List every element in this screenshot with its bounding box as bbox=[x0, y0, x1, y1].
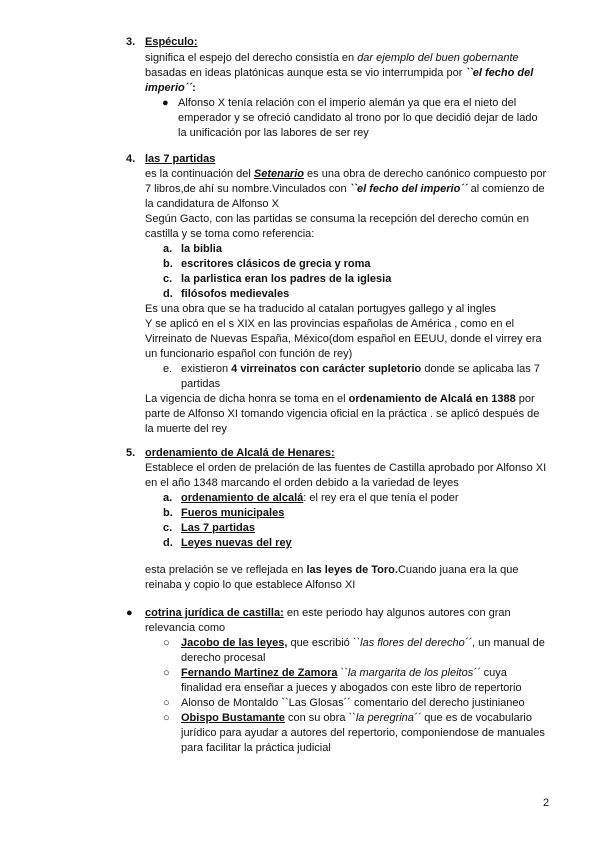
section-4-number: 4. bbox=[126, 153, 136, 165]
list-item-text: ordenamiento de alcalá: el rey era el que tenía el poder bbox=[181, 492, 459, 504]
list-item: a. bbox=[163, 243, 173, 255]
section-4-line-6: Es una obra que se ha traducido al catalan portugyes gallego y al ingles bbox=[145, 303, 497, 315]
section-3-bullet-line-3: la unificación por las labores de ser rey bbox=[178, 127, 369, 139]
author-4-line-1: Obispo Bustamante con su obra ``la peregrina´´ que es de vocabulario bbox=[181, 712, 532, 724]
list-item: a. bbox=[163, 492, 173, 504]
list-item-text: la biblia bbox=[181, 243, 222, 255]
section-4-line-12: la muerte del rey bbox=[145, 423, 227, 435]
bullet-icon: ● bbox=[126, 607, 133, 619]
section-4-line-8: Virreinato de Nuevas España, México(dom español en EEUU, donde el virrey era bbox=[145, 333, 542, 345]
list-item-text: escritores clásicos de grecia y roma bbox=[181, 258, 371, 270]
list-item: c. bbox=[163, 522, 173, 534]
list-item: e. bbox=[163, 363, 173, 375]
list-item: c. bbox=[163, 273, 173, 285]
list-item: d. bbox=[163, 537, 173, 549]
author-4-line-2: jurídico para ayudar a autores del repertorio, componiendose de manuales bbox=[181, 727, 545, 739]
section-5-number: 5. bbox=[126, 447, 136, 459]
author-1-line-2: derecho procesal bbox=[181, 652, 266, 664]
section-6-line-1: cotrina jurídica de castilla: en este periodo hay algunos autores con gran bbox=[145, 607, 511, 619]
bullet-icon: ● bbox=[162, 97, 169, 109]
section-5-line-3: esta prelación se ve reflejada en las leyes de Toro.Cuando juana era la que bbox=[145, 564, 519, 576]
section-5-title: ordenamiento de Alcalá de Henares: bbox=[145, 447, 335, 459]
section-3-title: Espéculo: bbox=[145, 36, 198, 48]
author-1-line-1: Jacobo de las leyes, que escribió ``las flores del derecho´´, un manual de bbox=[181, 637, 545, 649]
section-4-line-2: 7 libros,de ahí su nombre.Vinculados con ``el fecho del imperio´´ al comienzo de bbox=[145, 183, 545, 195]
section-5-line-2: en el año 1348 marcando el orden debido a la variedad de leyes bbox=[145, 477, 459, 489]
author-4-line-3: para facilitar la práctica judicial bbox=[181, 742, 331, 754]
section-5-line-4: reinaba y copio lo que establece Alfonso XI bbox=[145, 579, 356, 591]
circle-bullet-icon: ○ bbox=[163, 712, 170, 724]
list-item-text: filósofos medievales bbox=[181, 288, 290, 300]
list-item-text: Las 7 partidas bbox=[181, 522, 255, 534]
circle-bullet-icon: ○ bbox=[163, 697, 170, 709]
section-3-line-1: significa el espejo del derecho consistía en dar ejemplo del buen gobernante bbox=[145, 52, 519, 64]
section-4-line-1: es la continuación del Setenario es una obra de derecho canónico compuesto por bbox=[145, 168, 547, 180]
section-4-title: las 7 partidas bbox=[145, 153, 216, 165]
section-3-bullet-line-1: Alfonso X tenía relación con el imperio alemán ya que era el nieto del bbox=[178, 97, 517, 109]
section-4-line-9: un funcionario español con función de rey) bbox=[145, 348, 353, 360]
section-4-line-3: la candidatura de Alfonso X bbox=[145, 198, 279, 210]
section-4-line-4: Según Gacto, con las partidas se consuma la recepción del derecho común en bbox=[145, 213, 530, 225]
section-4-line-7: Y se aplicó en el s XIX en las provincias españolas de América , como en el bbox=[145, 318, 515, 330]
list-item-text: la parlistica eran los padres de la iglesia bbox=[181, 273, 392, 285]
list-item: b. bbox=[163, 258, 173, 270]
author-2-line-2: finalidad era enseñar a jueces y abogados con este libro de repertorio bbox=[181, 682, 522, 694]
section-3-number: 3. bbox=[126, 36, 136, 48]
list-item-text: Leyes nuevas del rey bbox=[181, 537, 292, 549]
section-4-line-11: parte de Alfonso XI tomando vigencia oficial en la práctica . se aplicó después de bbox=[145, 408, 540, 420]
section-3-line-2: basadas en ideas platónicas aunque esta se vio interrumpida por ``el fecho del bbox=[145, 67, 534, 79]
section-3-line-3: imperio´´: bbox=[145, 82, 196, 94]
list-item: b. bbox=[163, 507, 173, 519]
list-item-text: existieron 4 virreinatos con carácter supletorio donde se aplicaba las 7 bbox=[181, 363, 540, 375]
section-3-bullet-line-2: emperador y se ofreció candidato al trono por lo que decidió dejar de lado bbox=[178, 112, 538, 124]
author-3-line-1: Alonso de Montaldo ``Las Glosas´´ comentario del derecho justinianeo bbox=[181, 697, 525, 709]
section-4-line-5: castilla y se toma como referencia: bbox=[145, 228, 315, 240]
section-6-line-2: relevancia como bbox=[145, 622, 226, 634]
list-item: d. bbox=[163, 288, 173, 300]
circle-bullet-icon: ○ bbox=[163, 667, 170, 679]
page-number: 2 bbox=[543, 797, 550, 809]
circle-bullet-icon: ○ bbox=[163, 637, 170, 649]
section-5-line-1: Establece el orden de prelación de las fuentes de Castilla aprobado por Alfonso XI bbox=[145, 462, 547, 474]
list-item-text-cont: partidas bbox=[181, 378, 221, 390]
section-4-line-10: La vigencia de dicha honra se toma en el ordenamiento de Alcalá en 1388 por bbox=[145, 393, 535, 405]
list-item-text: Fueros municipales bbox=[181, 507, 285, 519]
author-2-line-1: Fernando Martinez de Zamora ``la margarita de los pleitos´´ cuya bbox=[181, 667, 507, 679]
